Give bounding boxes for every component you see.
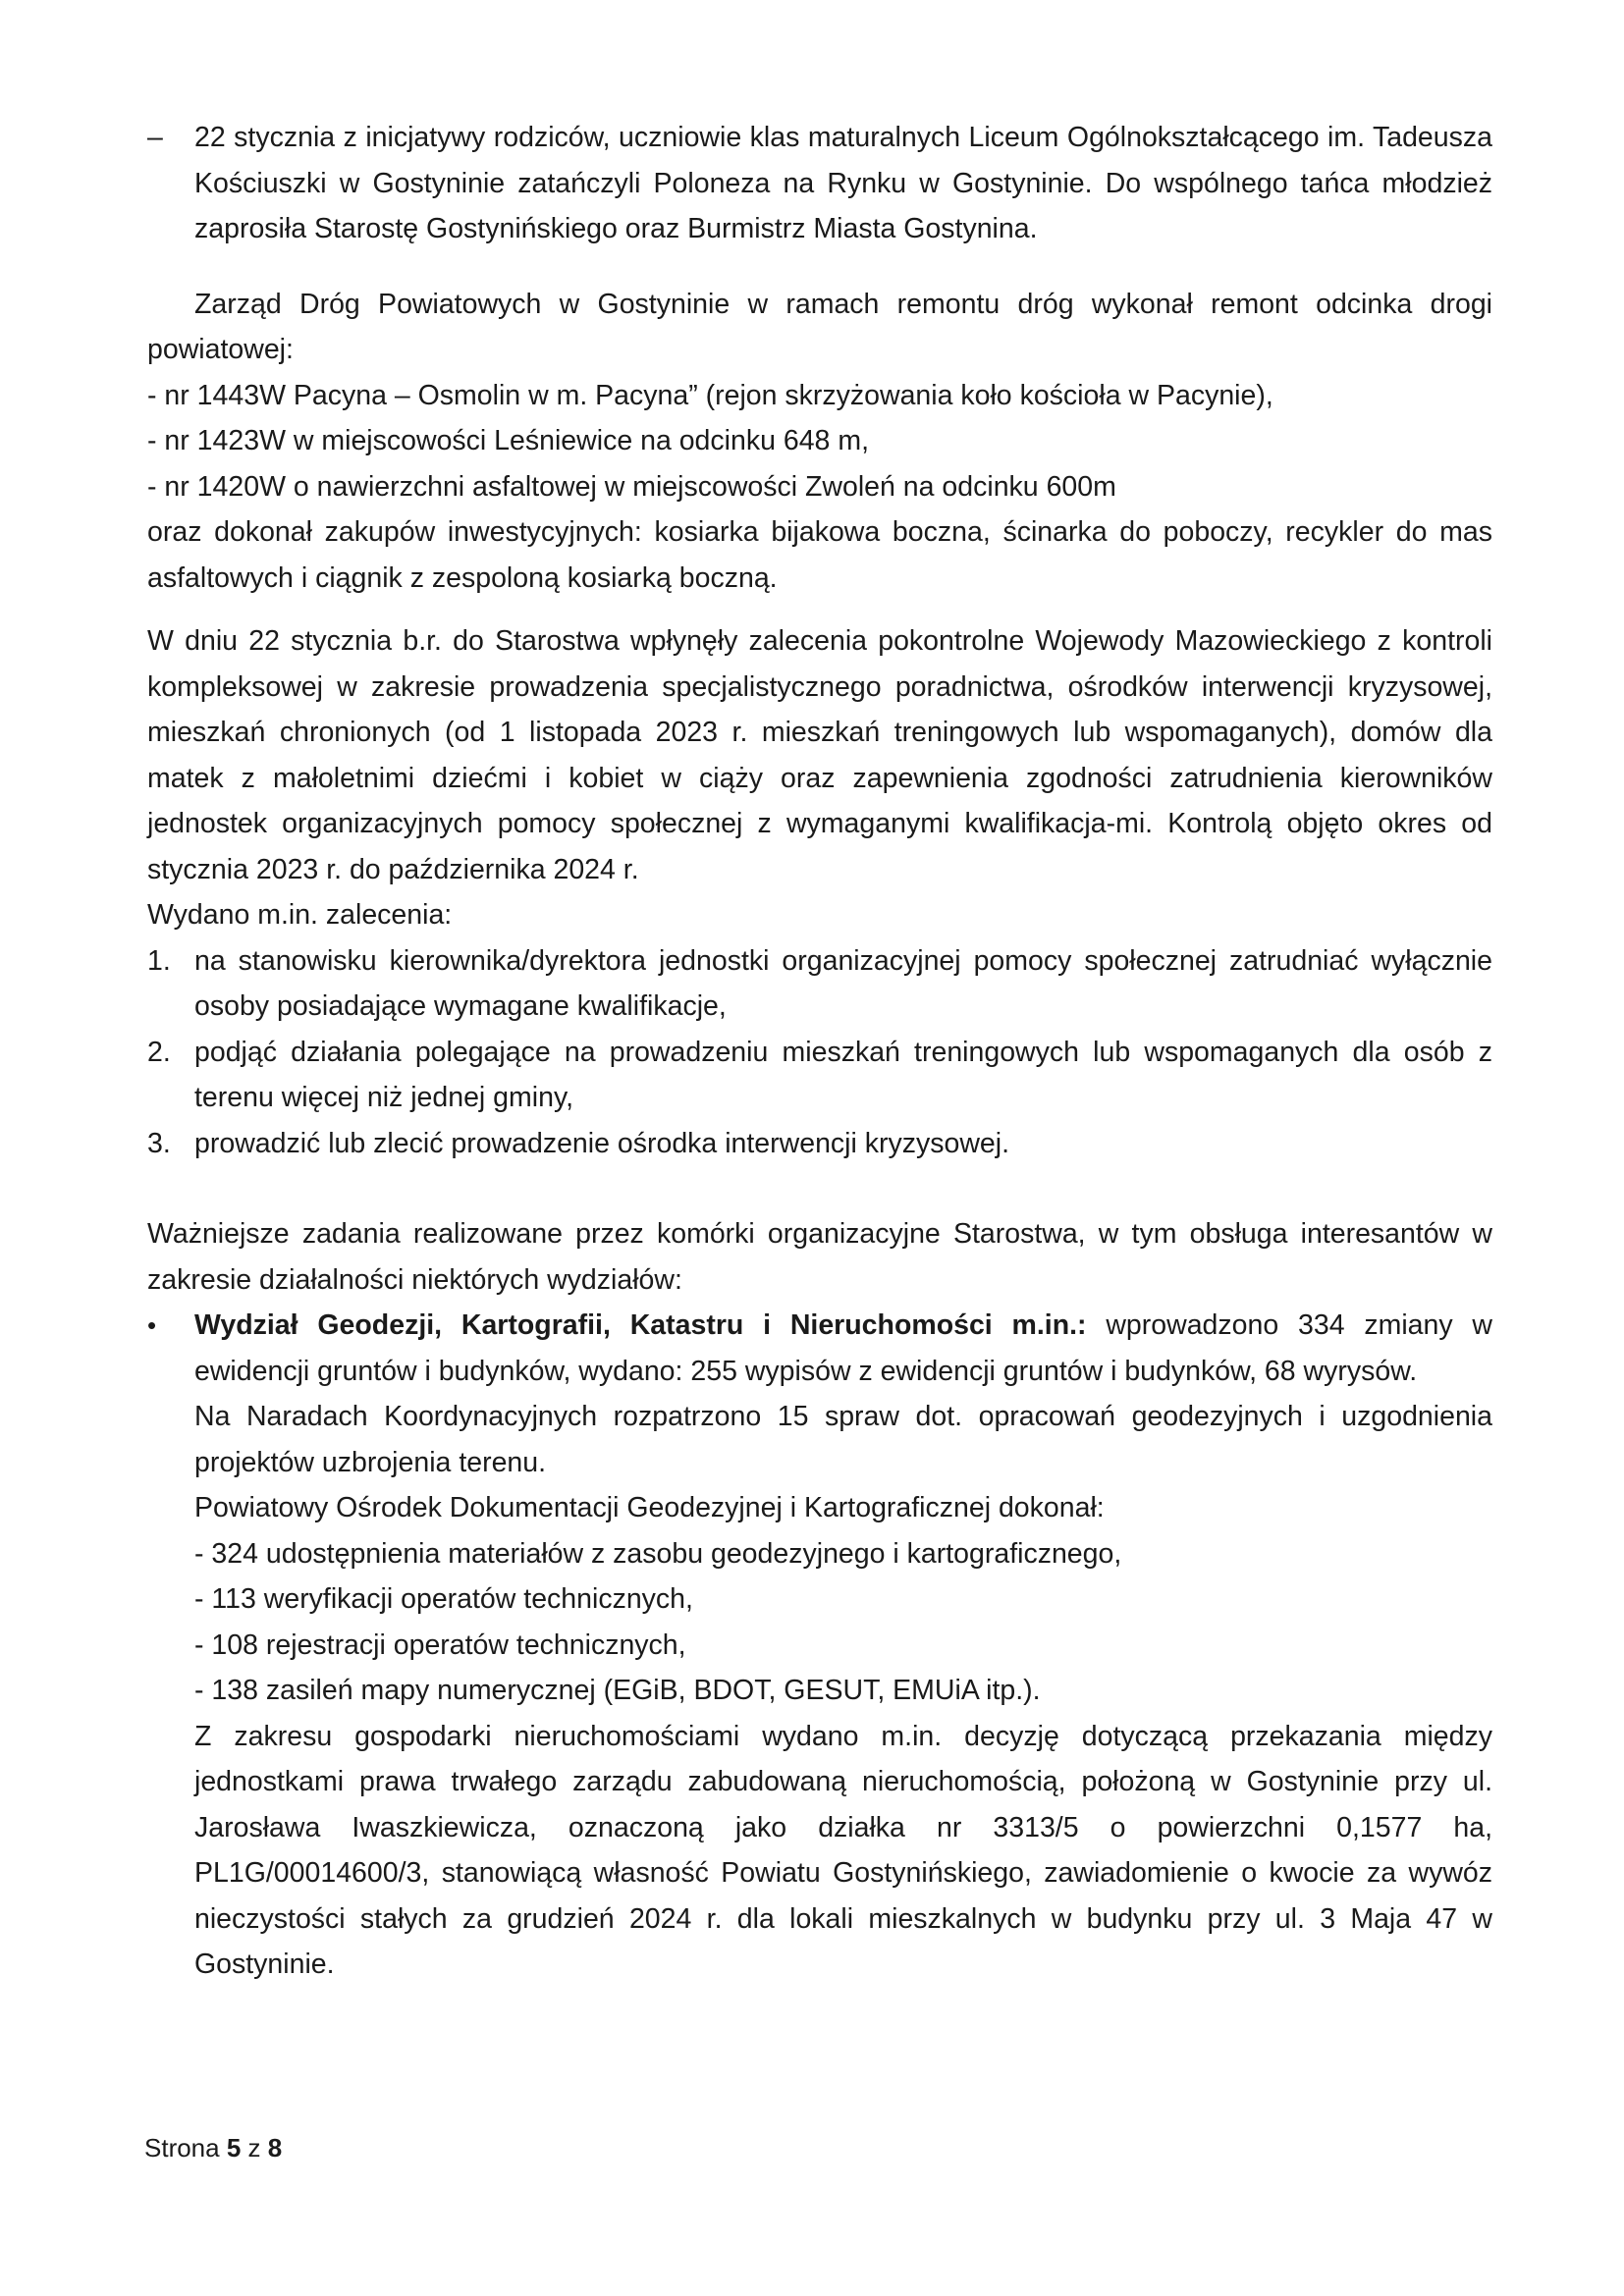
- dept-text: wprowadzono 334 zmiany w ewidencji gruntów i budynków, wydano: 255 wypisów z ewidencji gruntów i budynków, 68 wyrysów.: [194, 1309, 1493, 1387]
- paragraph: oraz dokonał zakupów inwestycyjnych: kosiarka bijakowa boczna, ścinarka do poboczy, recykler do mas asfaltowych i ciągnik z zespoloną kosiarką boczną.: [147, 516, 1492, 594]
- item-text: prowadzić lub zlecić prowadzenie ośrodka interwencji kryzysowej.: [194, 1127, 1010, 1159]
- paragraph: Na Naradach Koordynacyjnych rozpatrzono 15 spraw dot. opracowań geodezyjnych i uzgodnienia projektów uzbrojenia terenu.: [194, 1401, 1492, 1478]
- paragraph: Powiatowy Ośrodek Dokumentacji Geodezyjnej i Kartograficznej dokonał:: [194, 1492, 1105, 1523]
- footer-separator: z: [247, 2133, 261, 2163]
- numbered-item: [147, 1121, 1492, 1167]
- road-line: - nr 1423W w miejscowości Leśniewice na odcinku 648 m,: [147, 425, 869, 456]
- pod-line: - 108 rejestracji operatów technicznych,: [194, 1629, 686, 1661]
- footer-label: Strona: [144, 2133, 220, 2163]
- page-footer: [144, 2133, 282, 2163]
- item-text: podjąć działania polegające na prowadzeniu mieszkań treningowych lub wspomaganych dla osób z terenu więcej niż jednej gminy,: [194, 1036, 1492, 1113]
- paragraph: Z zakresu gospodarki nieruchomościami wydano m.in. decyzję dotyczącą przekazania między jednostkami prawa trwałego zarządu zabudowaną nieruchomością, położoną w Gostyninie przy ul. Jarosława Iwaszkiewicza, oznaczoną jako działka nr 3313/5 o powierzchni 0,1577 ha, PL1G/00014600/3, stanowiącą własność Powiatu Gostynińskiego, zawiadomienie o kwocie za wywóz nieczystości stałych za grudzień 2024 r. dla lokali mieszkalnych w budynku przy ul. 3 Maja 47 w Gostyninie.: [194, 1720, 1492, 1980]
- pod-line: - 324 udostępnienia materiałów z zasobu geodezyjnego i kartograficznego,: [194, 1537, 1122, 1570]
- paragraph: 22 stycznia z inicjatywy rodziców, uczniowie klas maturalnych Liceum Ogólnokształcącego im. Tadeusza Kościuszki w Gostyninie zatańczyli Poloneza na Rynku w Gostyninie. Do wspólnego tańca młodzież zaprosiła Starostę Gostynińskiego oraz Burmistrz Miasta Gostynina.: [194, 122, 1492, 244]
- dept-paragraph: [194, 1303, 1492, 1394]
- item-text: na stanowisku kierownika/dyrektora jednostki organizacyjnej pomocy społecznej zatrudniać wyłącznie osoby posiadające wymagane kwalifikacje,: [194, 944, 1492, 1022]
- bullet-list-item: [147, 1303, 1492, 1988]
- road-line: - nr 1443W Pacyna – Osmolin w m. Pacyna” (rejon skrzyżowania koło kościoła w Pacynie),: [147, 379, 1273, 411]
- dash-list-item: [147, 115, 1492, 252]
- pod-line: - 113 weryfikacji operatów technicznych,: [194, 1583, 693, 1615]
- numbered-item: [147, 1030, 1492, 1121]
- item-number: 3.: [147, 1127, 171, 1159]
- pod-line: - 138 zasileń mapy numerycznej (EGiB, BDOT, GESUT, EMUiA itp.).: [194, 1675, 1041, 1706]
- paragraph: W dniu 22 stycznia b.r. do Starostwa wpłynęły zalecenia pokontrolne Wojewody Mazowieckiego z kontroli kompleksowej w zakresie prowadzenia specjalistycznego poradnictwa, ośrodków interwencji kryzysowej, mieszkań chronionych (od 1 listopada 2023 r. mieszkań treningowych lub wspomaganych), domów dla matek z małoletnimi dziećmi i kobiet w ciąży oraz zapewnienia zgodności zatrudnienia kierowników jednostek organizacyjnych pomocy społecznej z wymaganymi kwalifikacja-mi. Kontrolą objęto okres od stycznia 2023 r. do października 2024 r.: [147, 625, 1492, 885]
- bullet-icon: •: [147, 1310, 157, 1340]
- numbered-item: [147, 938, 1492, 1030]
- item-number: 2.: [147, 1036, 171, 1068]
- dash-marker: –: [147, 122, 163, 153]
- paragraph: Zarząd Dróg Powiatowych w Gostyninie w ramach remontu dróg wykonał remont odcinka drogi powiatowej:: [147, 288, 1492, 365]
- paragraph: Wydano m.in. zalecenia:: [147, 899, 453, 931]
- footer-total-pages: 8: [267, 2133, 283, 2163]
- footer-page-number: 5: [226, 2133, 242, 2163]
- road-line: - nr 1420W o nawierzchni asfaltowej w miejscowości Zwoleń na odcinku 600m: [147, 470, 1116, 503]
- document-page: [147, 115, 1492, 1988]
- item-number: 1.: [147, 944, 171, 977]
- paragraph: Ważniejsze zadania realizowane przez komórki organizacyjne Starostwa, w tym obsługa interesantów w zakresie działalności niektórych wydziałów:: [147, 1218, 1492, 1296]
- dept-title: Wydział Geodezji, Kartografii, Katastru i Nieruchomości m.in.:: [194, 1309, 1087, 1341]
